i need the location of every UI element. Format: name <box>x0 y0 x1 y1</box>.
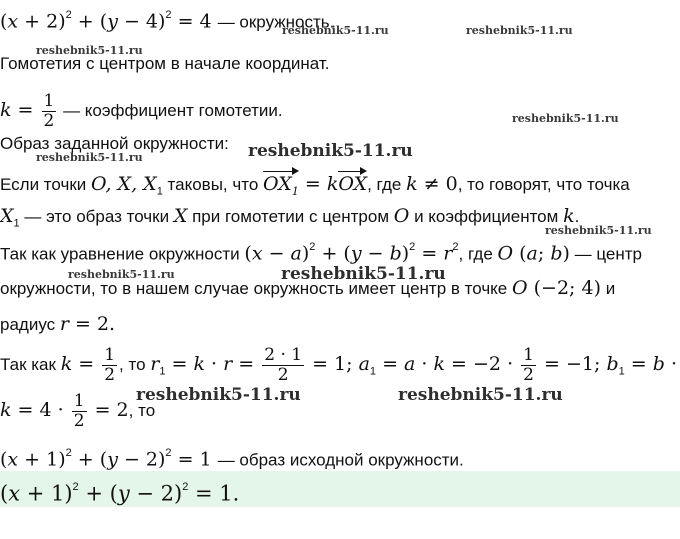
homothety-center-text: Гомотетия с центром в начале координат. <box>0 54 330 73</box>
answer-equation: $(x + 1)^2 + (y - 2)^2 = 1$. <box>0 481 240 506</box>
definition-text: и коэффициентом <box>414 207 559 226</box>
computation-line-1: Так как k = $\frac{1}{2}$ , то $r_1 = k \cdot r$ = $\frac{2 \cdot 1}{2}$ = 1; $a_1 = a \cdot k = -2$ · $\frac{1}{2}$ = −1; $b_1 = b$ · <box>0 345 677 385</box>
watermark: reshebnik5-11.ru <box>545 224 652 237</box>
definition-text: Если точки <box>0 175 87 194</box>
watermark: reshebnik5-11.ru <box>281 264 446 284</box>
computation-line-2: k = 4 · $\frac{1}{2}$ = 2, то <box>0 391 156 431</box>
radius-line: радиус r = 2. <box>0 313 116 335</box>
definition-text: , где <box>367 175 402 194</box>
fraction: $\frac{1}{2}$ <box>43 91 55 131</box>
coefficient-caption: — коэффициент гомотетии. <box>63 100 283 120</box>
explanation-text: окружности, то в нашем случае окружность имеет центр в точке <box>0 279 508 298</box>
watermark: reshebnik5-11.ru <box>466 24 573 37</box>
explanation-text: Так как уравнение окружности <box>0 244 240 264</box>
definition-line-1: Если точки O, X, $X_1$ таковы, что $OX_1$ = kOX, где k ≠ 0, то говорят, что точка <box>0 168 630 204</box>
definition-text: — это образ точки <box>24 207 170 226</box>
watermark: reshebnik5-11.ru <box>136 385 301 405</box>
explanation-text: , где <box>458 244 493 264</box>
definition-text: , то говорят, что точка <box>457 175 630 194</box>
explanation-text: и <box>605 279 616 298</box>
explanation-text: , то <box>128 400 156 420</box>
explanation-text: Так как <box>0 354 56 374</box>
watermark: reshebnik5-11.ru <box>282 24 389 37</box>
explanation-text: — центр <box>574 244 643 264</box>
center-line: окружности, то в нашем случае окружность имеет центр в точке O (−2; 4) и <box>0 277 616 299</box>
watermark: reshebnik5-11.ru <box>248 141 413 161</box>
definition-text: при гомотетии с центром <box>192 207 390 226</box>
definition-line-2: $X_1$ — это образ точки X при гомотетии с центром O и коэффициентом k. <box>0 205 580 230</box>
watermark: reshebnik5-11.ru <box>512 112 619 125</box>
explanation-text: , то <box>119 354 146 374</box>
watermark: reshebnik5-11.ru <box>36 151 143 164</box>
watermark: reshebnik5-11.ru <box>68 268 175 281</box>
explanation-text: радиус <box>0 315 56 334</box>
image-heading: Образ заданной окружности: <box>0 134 229 153</box>
coefficient-line: k = $\frac{1}{2}$ — коэффициент гомотетии. <box>0 91 283 131</box>
watermark: reshebnik5-11.ru <box>398 385 563 405</box>
original-circle-equation: $(x + 2)^2 + (y - 4)^2 = 4$ — окружность. <box>0 9 335 33</box>
circle-general-line: Так как уравнение окружности $(x - a)^2 + (y - b)^2 = r^2$, где O (a; b) — центр <box>0 241 643 265</box>
watermark: reshebnik5-11.ru <box>36 44 143 57</box>
definition-text: таковы, что <box>167 175 259 194</box>
image-equation-line: $(x + 1)^2 + (y - 2)^2 = 1$ — образ исходной окружности. <box>0 447 464 471</box>
image-caption: — образ исходной окружности. <box>217 450 464 470</box>
equation-caption: — окружность. <box>217 12 335 32</box>
